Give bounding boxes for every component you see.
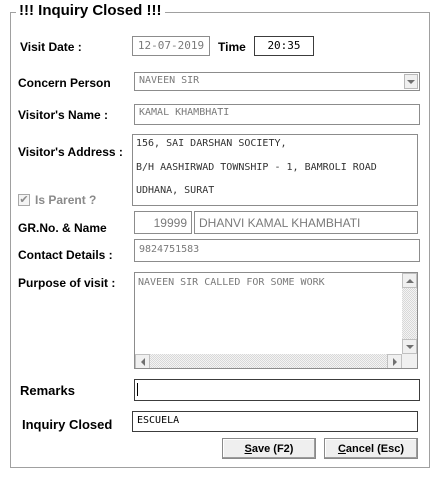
save-mnemonic: S — [244, 442, 252, 455]
visitor-name-field[interactable]: KAMAL KHAMBHATI — [134, 104, 420, 125]
remarks-field[interactable] — [134, 379, 420, 401]
arrow-right-icon — [393, 358, 397, 366]
visit-date-label: Visit Date : — [20, 40, 82, 54]
concern-person-select[interactable] — [134, 72, 420, 91]
visit-date-field[interactable]: 12-07-2019 — [132, 36, 210, 56]
visitor-name-label: Visitor's Name : — [18, 108, 108, 122]
address-line-3: UDHANA, SURAT — [136, 185, 215, 196]
arrow-down-icon — [406, 345, 414, 349]
checkmark-icon: ✔ — [19, 193, 29, 206]
scroll-left-button[interactable] — [135, 354, 150, 369]
contact-label: Contact Details : — [18, 248, 113, 262]
group-title: !!! Inquiry Closed !!! — [16, 2, 165, 19]
horizontal-scrollbar[interactable] — [135, 354, 402, 369]
dropdown-button[interactable] — [404, 74, 418, 89]
arrow-left-icon — [141, 358, 145, 366]
cancel-mnemonic: C — [337, 442, 346, 455]
purpose-label: Purpose of visit : — [18, 276, 116, 290]
gr-number-field[interactable]: 19999 — [134, 211, 192, 234]
time-field[interactable]: 20:35 — [254, 36, 314, 56]
time-label: Time — [218, 40, 246, 54]
visitor-address-label: Visitor's Address : — [18, 145, 123, 159]
purpose-textarea[interactable] — [134, 272, 418, 369]
scrollbar-corner — [402, 354, 417, 369]
inquiry-closed-label: Inquiry Closed — [22, 417, 113, 432]
visitor-address-field[interactable] — [132, 134, 418, 206]
address-line-2: B/H AASHIRWAD TOWNSHIP - 1, BAMROLI ROAD — [136, 162, 377, 173]
save-button[interactable] — [222, 438, 316, 459]
text-cursor — [137, 383, 138, 396]
is-parent-label: Is Parent ? — [35, 193, 97, 207]
concern-person-value: NAVEEN SIR — [139, 75, 200, 86]
scroll-down-button[interactable] — [402, 339, 417, 354]
concern-person-label: Concern Person — [18, 76, 111, 90]
remarks-label: Remarks — [20, 383, 75, 398]
purpose-text: NAVEEN SIR CALLED FOR SOME WORK — [138, 277, 325, 288]
chevron-down-icon — [407, 80, 415, 84]
inquiry-closed-field[interactable]: ESCUELA — [132, 411, 418, 432]
contact-field[interactable]: 9824751583 — [134, 239, 420, 262]
scroll-up-button[interactable] — [402, 273, 417, 288]
arrow-up-icon — [406, 279, 414, 283]
cancel-label: ancel (Esc) — [345, 442, 405, 455]
save-label: ave (F2) — [251, 442, 294, 455]
gr-no-label: GR.No. & Name — [18, 221, 107, 235]
student-name-field[interactable]: DHANVI KAMAL KHAMBHATI — [194, 211, 418, 234]
cancel-button[interactable] — [324, 438, 418, 459]
scroll-right-button[interactable] — [387, 354, 402, 369]
address-line-1: 156, SAI DARSHAN SOCIETY, — [136, 138, 287, 149]
is-parent-checkbox[interactable] — [18, 194, 30, 206]
